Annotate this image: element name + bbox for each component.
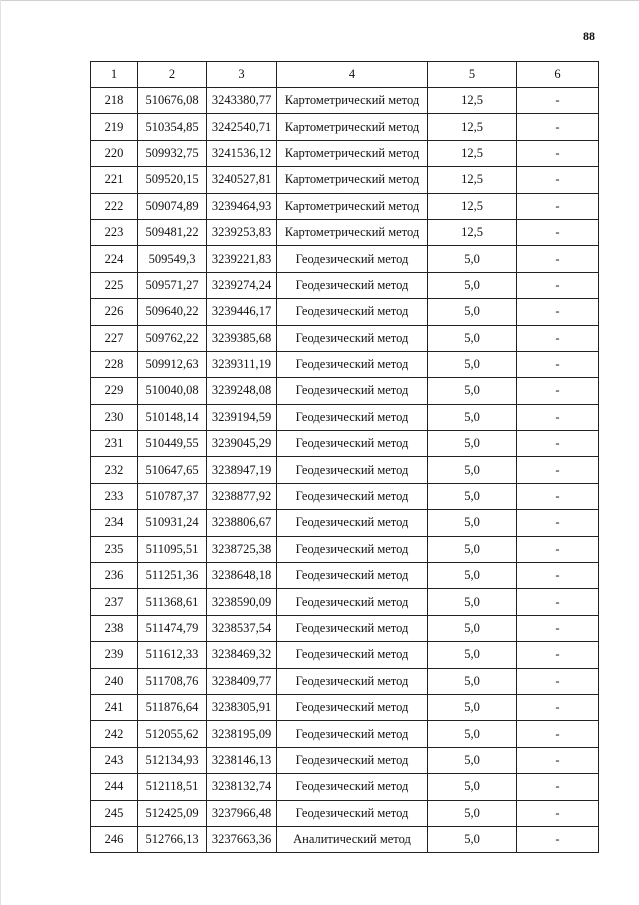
- table-row: [91, 774, 599, 800]
- cell-note: -: [517, 774, 599, 800]
- cell-point-number: 232: [91, 457, 138, 483]
- cell-method: Геодезический метод: [277, 589, 428, 615]
- cell-note: -: [517, 615, 599, 641]
- cell-col-x: 511612,33: [138, 642, 207, 668]
- cell-note: -: [517, 536, 599, 562]
- cell-note: -: [517, 747, 599, 773]
- cell-method: Геодезический метод: [277, 536, 428, 562]
- cell-method: Картометрический метод: [277, 114, 428, 140]
- cell-note: -: [517, 694, 599, 720]
- table-row: [91, 800, 599, 826]
- cell-col-y: 3241536,12: [207, 140, 277, 166]
- header-col-6: 6: [517, 62, 599, 88]
- table-row: [91, 114, 599, 140]
- table-row: [91, 721, 599, 747]
- table-row: [91, 88, 599, 114]
- cell-note: -: [517, 457, 599, 483]
- table-row: [91, 589, 599, 615]
- cell-col-y: 3239446,17: [207, 299, 277, 325]
- cell-point-number: 230: [91, 404, 138, 430]
- table-row: [91, 272, 599, 298]
- table-row: [91, 615, 599, 641]
- cell-method: Картометрический метод: [277, 219, 428, 245]
- cell-col-x: 510787,37: [138, 483, 207, 509]
- table-row: [91, 378, 599, 404]
- cell-col-y: 3238409,77: [207, 668, 277, 694]
- cell-note: -: [517, 800, 599, 826]
- cell-method: Геодезический метод: [277, 800, 428, 826]
- cell-point-number: 227: [91, 325, 138, 351]
- cell-accuracy: 5,0: [428, 589, 517, 615]
- cell-accuracy: 5,0: [428, 351, 517, 377]
- table-row: [91, 193, 599, 219]
- cell-point-number: 240: [91, 668, 138, 694]
- cell-col-y: 3238305,91: [207, 694, 277, 720]
- cell-note: -: [517, 589, 599, 615]
- cell-point-number: 244: [91, 774, 138, 800]
- cell-accuracy: 5,0: [428, 642, 517, 668]
- cell-col-x: 511708,76: [138, 668, 207, 694]
- cell-point-number: 238: [91, 615, 138, 641]
- cell-note: -: [517, 563, 599, 589]
- cell-col-y: 3238132,74: [207, 774, 277, 800]
- cell-point-number: 223: [91, 219, 138, 245]
- cell-col-y: 3239311,19: [207, 351, 277, 377]
- cell-point-number: 235: [91, 536, 138, 562]
- cell-method: Геодезический метод: [277, 510, 428, 536]
- cell-accuracy: 5,0: [428, 721, 517, 747]
- cell-note: -: [517, 246, 599, 272]
- cell-accuracy: 5,0: [428, 615, 517, 641]
- cell-note: -: [517, 404, 599, 430]
- cell-col-y: 3240527,81: [207, 167, 277, 193]
- cell-method: Геодезический метод: [277, 299, 428, 325]
- cell-method: Геодезический метод: [277, 563, 428, 589]
- cell-col-x: 511251,36: [138, 563, 207, 589]
- cell-col-x: 512134,93: [138, 747, 207, 773]
- cell-accuracy: 5,0: [428, 694, 517, 720]
- cell-accuracy: 5,0: [428, 246, 517, 272]
- cell-point-number: 218: [91, 88, 138, 114]
- cell-col-x: 510040,08: [138, 378, 207, 404]
- header-col-4: 4: [277, 62, 428, 88]
- cell-col-x: 511368,61: [138, 589, 207, 615]
- cell-point-number: 231: [91, 431, 138, 457]
- table-row: [91, 536, 599, 562]
- cell-col-y: 3238146,13: [207, 747, 277, 773]
- cell-accuracy: 12,5: [428, 88, 517, 114]
- cell-point-number: 245: [91, 800, 138, 826]
- cell-col-x: 512425,09: [138, 800, 207, 826]
- table-row: [91, 826, 599, 852]
- cell-col-y: 3239253,83: [207, 219, 277, 245]
- table-row: [91, 167, 599, 193]
- cell-point-number: 237: [91, 589, 138, 615]
- cell-point-number: 243: [91, 747, 138, 773]
- header-col-1: 1: [91, 62, 138, 88]
- cell-method: Геодезический метод: [277, 431, 428, 457]
- table-row: [91, 483, 599, 509]
- cell-col-x: 512766,13: [138, 826, 207, 852]
- cell-method: Геодезический метод: [277, 747, 428, 773]
- cell-col-x: 510354,85: [138, 114, 207, 140]
- cell-point-number: 219: [91, 114, 138, 140]
- cell-col-y: 3238648,18: [207, 563, 277, 589]
- cell-note: -: [517, 668, 599, 694]
- cell-col-x: 509912,63: [138, 351, 207, 377]
- page-left-border: [0, 0, 1, 905]
- cell-method: Геодезический метод: [277, 404, 428, 430]
- cell-point-number: 220: [91, 140, 138, 166]
- cell-col-y: 3239194,59: [207, 404, 277, 430]
- table-row: [91, 404, 599, 430]
- cell-accuracy: 5,0: [428, 483, 517, 509]
- cell-method: Геодезический метод: [277, 378, 428, 404]
- cell-col-x: 510148,14: [138, 404, 207, 430]
- cell-point-number: 225: [91, 272, 138, 298]
- cell-accuracy: 5,0: [428, 800, 517, 826]
- cell-col-y: 3239274,24: [207, 272, 277, 298]
- cell-note: -: [517, 325, 599, 351]
- cell-method: Картометрический метод: [277, 140, 428, 166]
- cell-accuracy: 12,5: [428, 140, 517, 166]
- cell-point-number: 228: [91, 351, 138, 377]
- cell-col-x: 509571,27: [138, 272, 207, 298]
- cell-col-x: 509520,15: [138, 167, 207, 193]
- coordinates-table: [90, 61, 599, 853]
- cell-note: -: [517, 88, 599, 114]
- cell-method: Геодезический метод: [277, 774, 428, 800]
- cell-accuracy: 12,5: [428, 193, 517, 219]
- page-number: 88: [583, 29, 595, 43]
- cell-col-y: 3238806,67: [207, 510, 277, 536]
- cell-col-x: 511095,51: [138, 536, 207, 562]
- cell-accuracy: 12,5: [428, 219, 517, 245]
- cell-point-number: 233: [91, 483, 138, 509]
- cell-col-x: 510449,55: [138, 431, 207, 457]
- cell-col-y: 3238725,38: [207, 536, 277, 562]
- cell-method: Картометрический метод: [277, 167, 428, 193]
- cell-note: -: [517, 299, 599, 325]
- cell-point-number: 246: [91, 826, 138, 852]
- cell-accuracy: 5,0: [428, 457, 517, 483]
- page-top-border: [0, 0, 639, 1]
- table-header-row: [91, 62, 599, 88]
- cell-method: Картометрический метод: [277, 88, 428, 114]
- table-row: [91, 642, 599, 668]
- cell-note: -: [517, 167, 599, 193]
- table-row: [91, 668, 599, 694]
- cell-col-y: 3239385,68: [207, 325, 277, 351]
- cell-col-x: 509074,89: [138, 193, 207, 219]
- cell-note: -: [517, 826, 599, 852]
- cell-method: Геодезический метод: [277, 668, 428, 694]
- cell-col-x: 509932,75: [138, 140, 207, 166]
- cell-col-x: 509549,3: [138, 246, 207, 272]
- cell-accuracy: 5,0: [428, 299, 517, 325]
- cell-method: Геодезический метод: [277, 615, 428, 641]
- table-row: [91, 563, 599, 589]
- cell-method: Геодезический метод: [277, 483, 428, 509]
- cell-accuracy: 5,0: [428, 668, 517, 694]
- cell-note: -: [517, 114, 599, 140]
- cell-note: -: [517, 510, 599, 536]
- cell-note: -: [517, 483, 599, 509]
- cell-col-y: 3243380,77: [207, 88, 277, 114]
- cell-method: Геодезический метод: [277, 246, 428, 272]
- cell-note: -: [517, 431, 599, 457]
- header-col-3: 3: [207, 62, 277, 88]
- cell-point-number: 234: [91, 510, 138, 536]
- cell-col-y: 3238537,54: [207, 615, 277, 641]
- cell-col-y: 3239248,08: [207, 378, 277, 404]
- cell-method: Геодезический метод: [277, 721, 428, 747]
- table-row: [91, 747, 599, 773]
- table-row: [91, 457, 599, 483]
- cell-note: -: [517, 642, 599, 668]
- cell-note: -: [517, 378, 599, 404]
- cell-accuracy: 5,0: [428, 563, 517, 589]
- cell-col-y: 3238877,92: [207, 483, 277, 509]
- cell-point-number: 222: [91, 193, 138, 219]
- cell-point-number: 224: [91, 246, 138, 272]
- header-col-2: 2: [138, 62, 207, 88]
- cell-note: -: [517, 140, 599, 166]
- cell-col-y: 3239045,29: [207, 431, 277, 457]
- table-row: [91, 325, 599, 351]
- cell-accuracy: 5,0: [428, 325, 517, 351]
- cell-note: -: [517, 219, 599, 245]
- cell-method: Геодезический метод: [277, 351, 428, 377]
- cell-accuracy: 12,5: [428, 167, 517, 193]
- table-row: [91, 219, 599, 245]
- cell-note: -: [517, 272, 599, 298]
- cell-point-number: 239: [91, 642, 138, 668]
- cell-col-x: 509640,22: [138, 299, 207, 325]
- cell-col-x: 510647,65: [138, 457, 207, 483]
- cell-accuracy: 5,0: [428, 536, 517, 562]
- cell-method: Геодезический метод: [277, 272, 428, 298]
- cell-accuracy: 5,0: [428, 378, 517, 404]
- cell-point-number: 241: [91, 694, 138, 720]
- cell-col-y: 3239464,93: [207, 193, 277, 219]
- cell-col-y: 3238195,09: [207, 721, 277, 747]
- cell-accuracy: 5,0: [428, 272, 517, 298]
- cell-col-y: 3239221,83: [207, 246, 277, 272]
- cell-col-x: 510676,08: [138, 88, 207, 114]
- cell-method: Геодезический метод: [277, 325, 428, 351]
- table-row: [91, 510, 599, 536]
- cell-col-y: 3237966,48: [207, 800, 277, 826]
- cell-accuracy: 5,0: [428, 747, 517, 773]
- cell-method: Картометрический метод: [277, 193, 428, 219]
- cell-col-x: 509481,22: [138, 219, 207, 245]
- cell-note: -: [517, 721, 599, 747]
- cell-col-x: 512055,62: [138, 721, 207, 747]
- cell-method: Аналитический метод: [277, 826, 428, 852]
- cell-method: Геодезический метод: [277, 457, 428, 483]
- cell-col-y: 3242540,71: [207, 114, 277, 140]
- cell-point-number: 221: [91, 167, 138, 193]
- cell-accuracy: 5,0: [428, 404, 517, 430]
- cell-accuracy: 12,5: [428, 114, 517, 140]
- table-row: [91, 140, 599, 166]
- cell-col-y: 3237663,36: [207, 826, 277, 852]
- cell-accuracy: 5,0: [428, 774, 517, 800]
- table-row: [91, 299, 599, 325]
- cell-accuracy: 5,0: [428, 431, 517, 457]
- cell-point-number: 242: [91, 721, 138, 747]
- cell-col-x: 511474,79: [138, 615, 207, 641]
- cell-point-number: 236: [91, 563, 138, 589]
- table-row: [91, 431, 599, 457]
- cell-method: Геодезический метод: [277, 694, 428, 720]
- cell-note: -: [517, 193, 599, 219]
- cell-col-x: 510931,24: [138, 510, 207, 536]
- cell-point-number: 229: [91, 378, 138, 404]
- table-row: [91, 694, 599, 720]
- cell-col-y: 3238947,19: [207, 457, 277, 483]
- cell-point-number: 226: [91, 299, 138, 325]
- cell-note: -: [517, 351, 599, 377]
- table-row: [91, 351, 599, 377]
- cell-col-x: 511876,64: [138, 694, 207, 720]
- cell-col-y: 3238469,32: [207, 642, 277, 668]
- cell-col-x: 512118,51: [138, 774, 207, 800]
- table-row: [91, 246, 599, 272]
- cell-col-y: 3238590,09: [207, 589, 277, 615]
- header-col-5: 5: [428, 62, 517, 88]
- table-body: [91, 88, 599, 853]
- cell-method: Геодезический метод: [277, 642, 428, 668]
- cell-accuracy: 5,0: [428, 826, 517, 852]
- cell-col-x: 509762,22: [138, 325, 207, 351]
- cell-accuracy: 5,0: [428, 510, 517, 536]
